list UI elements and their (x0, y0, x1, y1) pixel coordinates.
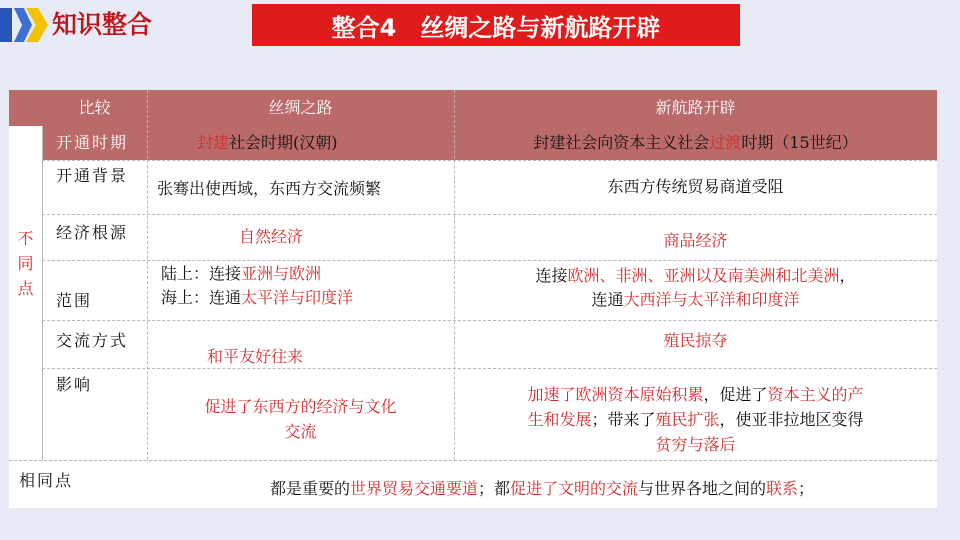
route-scope-text: 连接 (535, 266, 568, 285)
silk-scope-highlight: 太平洋与印度洋 (241, 288, 354, 307)
route-period-text: 封建社会向资本主义社会 (533, 133, 710, 152)
silk-influence (147, 394, 454, 444)
route-scope (454, 264, 937, 312)
silk-scope-text: 陆上：连接 (161, 264, 242, 283)
route-influence-text: ；带来了 (591, 410, 656, 429)
route-influence-line (454, 407, 937, 432)
same-text-part: 都是重要的 (269, 479, 350, 498)
row-label-exchange: 交流方式 (56, 331, 129, 350)
route-scope-highlight: 欧洲、非洲、亚洲以及南美洲和北美洲 (567, 266, 840, 285)
route-exchange: 殖民掠夺 (663, 331, 728, 350)
route-scope-line (454, 288, 937, 312)
route-scope-text: 连通 (591, 290, 624, 309)
row-label-background: 开通背景 (56, 166, 129, 185)
route-influence-highlight: 殖民扩张 (655, 410, 720, 429)
silk-economy: 自然经济 (239, 227, 304, 246)
route-background: 东西方传统贸易商道受阻 (607, 177, 784, 196)
row-label-influence: 影响 (56, 375, 93, 394)
silk-exchange: 和平友好往来 (207, 347, 304, 366)
silk-period-text: 社会时期(汉朝) (229, 133, 338, 152)
route-scope-highlight: 大西洋与太平洋和印度洋 (623, 290, 800, 309)
grid-line (42, 368, 937, 369)
silk-period-highlight: 封建 (197, 133, 230, 152)
same-text (147, 474, 937, 504)
same-text-highlight: 联系 (766, 479, 799, 498)
row-label-economy: 经济根源 (56, 223, 129, 242)
route-economy: 商品经济 (663, 231, 728, 250)
route-influence-highlight: 贫穷与落后 (655, 435, 736, 454)
silk-scope-highlight: 亚洲与欧洲 (241, 264, 322, 283)
route-influence-text: ，使亚非拉地区变得 (719, 410, 864, 429)
route-influence-highlight: 资本主义的产 (767, 385, 864, 404)
page-title: 整合4 丝绸之路与新航路开辟 (252, 4, 740, 46)
row-label-scope: 范围 (56, 291, 93, 310)
group-label-char: 同 (17, 254, 34, 273)
silk-period (197, 126, 454, 160)
same-text-part: ； (798, 479, 815, 498)
comparison-table (9, 90, 937, 508)
route-influence-highlight: 生和发展 (527, 410, 592, 429)
header-new-route: 新航路开辟 (655, 98, 736, 117)
grid-line (42, 214, 937, 215)
silk-scope-line (161, 286, 454, 310)
grid-line (42, 160, 937, 161)
tag-bar (0, 8, 12, 42)
route-period-highlight: 过渡 (709, 133, 742, 152)
row-label-period: 开通时期 (56, 133, 129, 152)
route-scope-line (454, 264, 937, 288)
route-scope-text: ， (839, 266, 856, 285)
route-influence-line (454, 432, 937, 457)
group-label-char: 不 (17, 229, 34, 248)
group-label-differences (9, 226, 42, 301)
silk-scope-text: 海上：连通 (161, 288, 242, 307)
silk-influence-line: 促进了东西方的经济与文化 (204, 397, 397, 416)
same-text-highlight: 促进了文明的交流 (509, 479, 638, 498)
route-influence (454, 382, 937, 457)
row-label-same: 相同点 (19, 471, 74, 490)
grid-line (42, 320, 937, 321)
silk-background: 张骞出使西域，东西方交流频繁 (157, 179, 382, 198)
route-influence-highlight: 加速了欧洲资本原始积累 (527, 385, 704, 404)
group-label-char: 点 (17, 279, 34, 298)
section-tag (0, 8, 210, 42)
header-silk-road: 丝绸之路 (268, 98, 333, 117)
same-text-part: 与世界各地之间的 (638, 479, 767, 498)
same-text-highlight: 世界贸易交通要道 (349, 479, 478, 498)
section-tag-label: 知识整合 (52, 10, 153, 39)
header-compare: 比较 (78, 98, 111, 117)
route-period-text: 时期（15世纪） (741, 133, 858, 152)
route-influence-text: ，促进了 (703, 385, 768, 404)
silk-scope (161, 262, 454, 310)
route-influence-line (454, 382, 937, 407)
route-period (454, 126, 937, 160)
silk-scope-line (161, 262, 454, 286)
same-text-part: ；都 (477, 479, 510, 498)
grid-line (42, 260, 937, 261)
silk-influence-line: 交流 (284, 422, 317, 441)
grid-line (9, 460, 937, 461)
